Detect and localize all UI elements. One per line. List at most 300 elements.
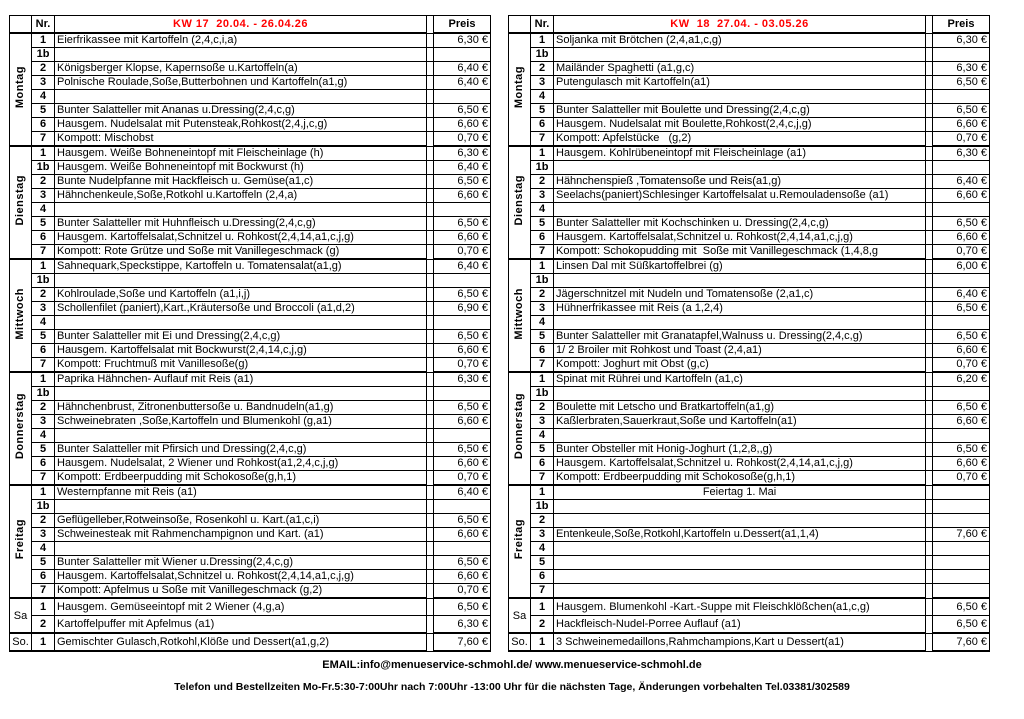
row-number: 1 bbox=[531, 146, 554, 161]
column-gap bbox=[926, 584, 933, 599]
column-gap bbox=[427, 259, 434, 274]
price-cell: 6,50 € bbox=[434, 401, 491, 415]
column-gap bbox=[926, 616, 933, 634]
column-gap bbox=[427, 203, 434, 217]
column-gap bbox=[427, 429, 434, 443]
menu-item-text: Kompott: Erdbeerpudding mit Schokosoße(g,h,1) bbox=[554, 471, 926, 486]
price-header: Preis bbox=[434, 16, 491, 34]
price-cell: 6,60 € bbox=[933, 118, 990, 132]
row-number: 4 bbox=[531, 203, 554, 217]
price-cell: 7,60 € bbox=[933, 633, 990, 651]
menu-item-text bbox=[55, 274, 427, 288]
price-cell: 6,50 € bbox=[933, 104, 990, 118]
row-number: 6 bbox=[32, 118, 55, 132]
row-number: 3 bbox=[531, 415, 554, 429]
row-number: 6 bbox=[32, 231, 55, 245]
row-number: 5 bbox=[531, 443, 554, 457]
price-cell: 0,70 € bbox=[434, 132, 491, 147]
column-gap bbox=[427, 401, 434, 415]
price-cell: 6,50 € bbox=[933, 401, 990, 415]
menu-item-text: 1/ 2 Broiler mit Rohkost und Toast (2,4,a1) bbox=[554, 344, 926, 358]
column-gap bbox=[926, 598, 933, 616]
column-gap bbox=[427, 528, 434, 542]
menu-item-text bbox=[55, 316, 427, 330]
menu-item-text: Bunter Obsteller mit Honig-Joghurt (1,2,8,,g) bbox=[554, 443, 926, 457]
price-cell: 6,90 € bbox=[434, 302, 491, 316]
day-label-text: Mittwoch bbox=[14, 287, 26, 340]
price-cell: 6,30 € bbox=[933, 33, 990, 48]
column-gap bbox=[926, 175, 933, 189]
price-cell: 6,30 € bbox=[434, 33, 491, 48]
day-label-so: So. bbox=[10, 633, 32, 651]
row-number: 1b bbox=[32, 500, 55, 514]
price-cell: 6,60 € bbox=[434, 231, 491, 245]
column-gap bbox=[926, 118, 933, 132]
menu-item-text: Hähnchenkeule,Soße,Rotkohl u.Kartoffeln (2,4,a) bbox=[55, 189, 427, 203]
row-number: 4 bbox=[531, 542, 554, 556]
price-cell: 6,60 € bbox=[434, 415, 491, 429]
price-cell: 6,40 € bbox=[434, 485, 491, 500]
column-gap bbox=[427, 633, 434, 651]
column-gap bbox=[926, 104, 933, 118]
column-gap bbox=[926, 387, 933, 401]
row-number: 7 bbox=[32, 358, 55, 373]
column-gap bbox=[427, 387, 434, 401]
row-number: 1 bbox=[32, 372, 55, 387]
column-gap bbox=[427, 217, 434, 231]
row-number: 1b bbox=[32, 161, 55, 175]
row-number: 2 bbox=[531, 514, 554, 528]
menu-item-text bbox=[554, 161, 926, 175]
row-number: 1 bbox=[32, 485, 55, 500]
column-gap bbox=[427, 288, 434, 302]
menu-item-text: Hühnerfrikassee mit Reis (a 1,2,4) bbox=[554, 302, 926, 316]
row-number: 1b bbox=[531, 48, 554, 62]
column-gap bbox=[427, 500, 434, 514]
price-cell: 0,70 € bbox=[933, 358, 990, 373]
menu-item-text: Hausgem. Weiße Bohneneintopf mit Bockwurst (h) bbox=[55, 161, 427, 175]
menu-item-text bbox=[55, 429, 427, 443]
column-gap bbox=[926, 316, 933, 330]
menu-item-text: Bunter Salatteller mit Huhnfleisch u.Dressing(2,4,c,g) bbox=[55, 217, 427, 231]
column-gap bbox=[926, 146, 933, 161]
column-gap bbox=[926, 203, 933, 217]
price-cell bbox=[933, 90, 990, 104]
day-label-montag bbox=[10, 33, 32, 146]
price-cell bbox=[933, 274, 990, 288]
day-label-montag bbox=[509, 33, 531, 146]
row-number: 6 bbox=[531, 344, 554, 358]
column-gap bbox=[926, 16, 933, 34]
menu-item-text bbox=[55, 90, 427, 104]
menu-item-text: Hähnchenspieß ,Tomatensoße und Reis(a1,g) bbox=[554, 175, 926, 189]
column-gap bbox=[427, 161, 434, 175]
menu-item-text bbox=[55, 203, 427, 217]
price-cell: 6,60 € bbox=[434, 457, 491, 471]
price-cell: 6,60 € bbox=[933, 189, 990, 203]
row-number: 3 bbox=[32, 528, 55, 542]
column-gap bbox=[926, 633, 933, 651]
menu-item-text: Hausgem. Weiße Bohneneintopf mit Fleischeinlage (h) bbox=[55, 146, 427, 161]
price-cell: 6,40 € bbox=[434, 259, 491, 274]
price-cell: 6,30 € bbox=[933, 146, 990, 161]
row-number: 4 bbox=[32, 90, 55, 104]
price-cell: 6,60 € bbox=[434, 189, 491, 203]
day-label-mittwoch bbox=[10, 259, 32, 372]
price-cell bbox=[933, 429, 990, 443]
row-number: 6 bbox=[531, 231, 554, 245]
column-gap bbox=[427, 570, 434, 584]
menu-item-text bbox=[554, 570, 926, 584]
column-gap bbox=[926, 542, 933, 556]
corner-cell bbox=[10, 16, 32, 34]
row-number: 6 bbox=[531, 570, 554, 584]
column-gap bbox=[926, 245, 933, 260]
price-cell: 0,70 € bbox=[434, 245, 491, 260]
column-gap bbox=[926, 259, 933, 274]
column-gap bbox=[926, 457, 933, 471]
row-number: 1 bbox=[32, 598, 55, 616]
price-cell: 6,50 € bbox=[933, 598, 990, 616]
row-number: 7 bbox=[531, 471, 554, 486]
price-cell bbox=[434, 90, 491, 104]
week-title: KW 18 27.04. - 03.05.26 bbox=[554, 16, 926, 34]
footer bbox=[9, 659, 1015, 693]
day-label-text: Mittwoch bbox=[513, 287, 525, 340]
price-cell bbox=[933, 570, 990, 584]
menu-item-text bbox=[55, 500, 427, 514]
price-cell bbox=[933, 316, 990, 330]
menu-item-text bbox=[554, 542, 926, 556]
menu-item-text bbox=[55, 48, 427, 62]
row-number: 1 bbox=[531, 33, 554, 48]
column-gap bbox=[926, 161, 933, 175]
menu-item-text bbox=[554, 90, 926, 104]
menu-table-kw17 bbox=[9, 15, 491, 652]
column-gap bbox=[926, 288, 933, 302]
column-gap bbox=[926, 76, 933, 90]
row-number: 2 bbox=[32, 401, 55, 415]
column-gap bbox=[926, 358, 933, 373]
menu-item-text: Seelachs(paniert)Schlesinger Kartoffelsalat u.Remouladensoße (a1) bbox=[554, 189, 926, 203]
row-number: 3 bbox=[32, 76, 55, 90]
column-gap bbox=[427, 245, 434, 260]
menu-item-text: Gemischter Gulasch,Rotkohl,Klöße und Dessert(a1,g,2) bbox=[55, 633, 427, 651]
menu-item-text: Kohlroulade,Soße und Kartoffeln (a1,i,j) bbox=[55, 288, 427, 302]
menu-item-text: Hausgem. Kartoffelsalat,Schnitzel u. Rohkost(2,4,14,a1,c,j,g) bbox=[554, 231, 926, 245]
menu-item-text bbox=[554, 316, 926, 330]
nr-header: Nr. bbox=[531, 16, 554, 34]
row-number: 7 bbox=[531, 584, 554, 599]
column-gap bbox=[926, 274, 933, 288]
row-number: 7 bbox=[32, 584, 55, 599]
menu-item-text: Schollenfilet (paniert),Kart.,Kräutersoße und Broccoli (a1,d,2) bbox=[55, 302, 427, 316]
menu-item-text: Polnische Roulade,Soße,Butterbohnen und Kartoffeln(a1,g) bbox=[55, 76, 427, 90]
row-number: 7 bbox=[531, 132, 554, 147]
price-cell: 6,50 € bbox=[434, 598, 491, 616]
row-number: 1 bbox=[32, 33, 55, 48]
day-label-donnerstag bbox=[509, 372, 531, 485]
row-number: 1b bbox=[32, 387, 55, 401]
column-gap bbox=[926, 330, 933, 344]
column-gap bbox=[926, 401, 933, 415]
column-gap bbox=[427, 542, 434, 556]
week-title: KW 17 20.04. - 26.04.26 bbox=[55, 16, 427, 34]
column-gap bbox=[427, 372, 434, 387]
menu-item-text: Geflügelleber,Rotweinsoße, Rosenkohl u. Kart.(a1,c,i) bbox=[55, 514, 427, 528]
row-number: 1 bbox=[531, 485, 554, 500]
price-cell: 0,70 € bbox=[434, 358, 491, 373]
price-cell: 6,40 € bbox=[434, 161, 491, 175]
row-number: 3 bbox=[531, 189, 554, 203]
menu-item-text: Soljanka mit Brötchen (2,4,a1,c,g) bbox=[554, 33, 926, 48]
price-cell: 6,40 € bbox=[933, 175, 990, 189]
column-gap bbox=[427, 616, 434, 634]
row-number: 4 bbox=[32, 542, 55, 556]
menu-item-text: Hausgem. Kohlrübeneintopf mit Fleischeinlage (a1) bbox=[554, 146, 926, 161]
menu-item-text bbox=[55, 387, 427, 401]
column-gap bbox=[926, 514, 933, 528]
price-cell bbox=[434, 274, 491, 288]
price-cell bbox=[933, 161, 990, 175]
menu-item-text: Bunte Nudelpfanne mit Hackfleisch u. Gemüse(a1,c) bbox=[55, 175, 427, 189]
price-cell: 6,20 € bbox=[933, 372, 990, 387]
day-label-text: Dienstag bbox=[513, 175, 525, 226]
row-number: 3 bbox=[531, 302, 554, 316]
price-cell bbox=[933, 542, 990, 556]
row-number: 2 bbox=[32, 514, 55, 528]
price-cell bbox=[933, 48, 990, 62]
row-number: 1b bbox=[32, 48, 55, 62]
menu-item-text: Westernpfanne mit Reis (a1) bbox=[55, 485, 427, 500]
row-number: 2 bbox=[531, 62, 554, 76]
menu-item-text: Hausgem. Nudelsalat, 2 Wiener und Rohkost(a1,2,4,c,j,g) bbox=[55, 457, 427, 471]
price-cell: 6,60 € bbox=[933, 457, 990, 471]
price-cell: 6,60 € bbox=[933, 415, 990, 429]
column-gap bbox=[427, 62, 434, 76]
column-gap bbox=[926, 415, 933, 429]
price-cell: 6,60 € bbox=[434, 570, 491, 584]
price-cell bbox=[434, 429, 491, 443]
price-cell: 6,50 € bbox=[434, 175, 491, 189]
price-cell: 6,00 € bbox=[933, 259, 990, 274]
day-label-dienstag bbox=[10, 146, 32, 259]
menu-item-text: Bunter Salatteller mit Pfirsich und Dressing(2,4,c,g) bbox=[55, 443, 427, 457]
menu-item-text: Eierfrikassee mit Kartoffeln (2,4,c,i,a) bbox=[55, 33, 427, 48]
menu-tables bbox=[9, 15, 1015, 652]
column-gap bbox=[926, 90, 933, 104]
column-gap bbox=[427, 231, 434, 245]
price-cell bbox=[933, 387, 990, 401]
row-number: 5 bbox=[32, 330, 55, 344]
row-number: 1b bbox=[531, 274, 554, 288]
price-cell: 6,50 € bbox=[933, 217, 990, 231]
menu-item-text bbox=[554, 514, 926, 528]
row-number: 3 bbox=[32, 189, 55, 203]
price-cell: 6,50 € bbox=[933, 616, 990, 634]
row-number: 2 bbox=[531, 401, 554, 415]
day-label-dienstag bbox=[509, 146, 531, 259]
day-label-text: Freitag bbox=[513, 519, 525, 560]
row-number: 6 bbox=[531, 457, 554, 471]
menu-item-text: Putengulasch mit Kartoffeln(a1) bbox=[554, 76, 926, 90]
column-gap bbox=[926, 132, 933, 147]
menu-item-text: Hausgem. Kartoffelsalat mit Bockwurst(2,4,14,c,j,g) bbox=[55, 344, 427, 358]
column-gap bbox=[926, 33, 933, 48]
row-number: 5 bbox=[531, 330, 554, 344]
menu-item-text: Königsberger Klopse, Kapernsoße u.Kartoffeln(a) bbox=[55, 62, 427, 76]
footer-email: EMAIL:info@menueservice-schmohl.de/ www.menueservice-schmohl.de bbox=[322, 659, 702, 671]
column-gap bbox=[427, 16, 434, 34]
column-gap bbox=[427, 443, 434, 457]
day-label-sa: Sa bbox=[10, 598, 32, 633]
price-cell: 7,60 € bbox=[434, 633, 491, 651]
row-number: 6 bbox=[32, 457, 55, 471]
menu-item-text: Hausgem. Kartoffelsalat,Schnitzel u. Rohkost(2,4,14,a1,c,j,g) bbox=[55, 231, 427, 245]
price-cell: 0,70 € bbox=[933, 471, 990, 486]
row-number: 7 bbox=[32, 132, 55, 147]
day-label-text: Dienstag bbox=[14, 175, 26, 226]
price-cell bbox=[434, 500, 491, 514]
price-header: Preis bbox=[933, 16, 990, 34]
column-gap bbox=[427, 118, 434, 132]
price-cell bbox=[434, 542, 491, 556]
column-gap bbox=[427, 485, 434, 500]
menu-item-text: Sahnequark,Speckstippe, Kartoffeln u. Tomatensalat(a1,g) bbox=[55, 259, 427, 274]
day-label-text: Freitag bbox=[14, 519, 26, 560]
row-number: 3 bbox=[32, 302, 55, 316]
row-number: 5 bbox=[32, 104, 55, 118]
price-cell: 6,50 € bbox=[434, 288, 491, 302]
column-gap bbox=[926, 62, 933, 76]
row-number: 4 bbox=[531, 316, 554, 330]
row-number: 4 bbox=[32, 429, 55, 443]
price-cell: 6,50 € bbox=[434, 514, 491, 528]
menu-item-text: Kompott: Erdbeerpudding mit Schokosoße(g,h,1) bbox=[55, 471, 427, 486]
menu-item-text: Bunter Salatteller mit Ananas u.Dressing(2,4,c,g) bbox=[55, 104, 427, 118]
row-number: 7 bbox=[32, 471, 55, 486]
price-cell: 6,50 € bbox=[434, 330, 491, 344]
column-gap bbox=[926, 302, 933, 316]
price-cell bbox=[933, 203, 990, 217]
price-cell: 6,50 € bbox=[933, 330, 990, 344]
column-gap bbox=[427, 344, 434, 358]
row-number: 1 bbox=[32, 633, 55, 651]
price-cell: 7,60 € bbox=[933, 528, 990, 542]
menu-item-text bbox=[554, 48, 926, 62]
row-number: 4 bbox=[531, 429, 554, 443]
footer-phone: Telefon und Bestellzeiten Mo-Fr.5:30-7:00Uhr nach 7:00Uhr -13:00 Uhr für die nächsten Tage, Änderungen vorbehalten Tel.03381/302589 bbox=[174, 681, 850, 693]
row-number: 5 bbox=[32, 556, 55, 570]
row-number: 4 bbox=[32, 203, 55, 217]
column-gap bbox=[427, 514, 434, 528]
menu-item-text bbox=[554, 429, 926, 443]
menu-item-text: Kompott: Schokopudding mit Soße mit Vanillegeschmack (1,4,8,g bbox=[554, 245, 926, 260]
row-number: 1b bbox=[531, 387, 554, 401]
row-number: 7 bbox=[531, 245, 554, 260]
price-cell bbox=[434, 316, 491, 330]
price-cell: 6,60 € bbox=[434, 118, 491, 132]
menu-item-text: Bunter Salatteller mit Kochschinken u. Dressing(2,4,c,g) bbox=[554, 217, 926, 231]
menu-item-text: Mailänder Spaghetti (a1,g,c) bbox=[554, 62, 926, 76]
row-number: 5 bbox=[32, 443, 55, 457]
column-gap bbox=[427, 556, 434, 570]
menu-table-kw18 bbox=[508, 15, 990, 652]
row-number: 3 bbox=[531, 76, 554, 90]
menu-item-text: Hausgem. Gemüseeintopf mit 2 Wiener (4,g,a) bbox=[55, 598, 427, 616]
price-cell bbox=[933, 500, 990, 514]
column-gap bbox=[427, 90, 434, 104]
row-number: 1 bbox=[531, 598, 554, 616]
column-gap bbox=[926, 429, 933, 443]
column-gap bbox=[926, 528, 933, 542]
day-label-freitag bbox=[509, 485, 531, 598]
menu-item-text: Kaßlerbraten,Sauerkraut,Soße und Kartoffeln(a1) bbox=[554, 415, 926, 429]
price-cell: 6,50 € bbox=[434, 104, 491, 118]
price-cell bbox=[434, 387, 491, 401]
day-label-freitag bbox=[10, 485, 32, 598]
menu-item-text: Linsen Dal mit Süßkartoffelbrei (g) bbox=[554, 259, 926, 274]
row-number: 1b bbox=[531, 161, 554, 175]
menu-item-text: Hackfleisch-Nudel-Porree Auflauf (a1) bbox=[554, 616, 926, 634]
column-gap bbox=[427, 33, 434, 48]
column-gap bbox=[427, 189, 434, 203]
column-gap bbox=[427, 415, 434, 429]
day-label-text: Montag bbox=[513, 66, 525, 109]
menu-item-text: Kompott: Joghurt mit Obst (g,c) bbox=[554, 358, 926, 373]
price-cell: 6,50 € bbox=[933, 302, 990, 316]
price-cell: 6,30 € bbox=[933, 62, 990, 76]
row-number: 7 bbox=[531, 358, 554, 373]
day-label-mittwoch bbox=[509, 259, 531, 372]
price-cell: 6,60 € bbox=[434, 528, 491, 542]
column-gap bbox=[427, 316, 434, 330]
price-cell: 0,70 € bbox=[434, 471, 491, 486]
price-cell: 6,50 € bbox=[434, 556, 491, 570]
price-cell bbox=[933, 485, 990, 500]
menu-item-text: Hausgem. Nudelsalat mit Boulette,Rohkost(2,4,c,j,g) bbox=[554, 118, 926, 132]
menu-item-text: Kompott: Apfelstücke (g,2) bbox=[554, 132, 926, 147]
column-gap bbox=[427, 302, 434, 316]
price-cell: 6,50 € bbox=[434, 217, 491, 231]
price-cell bbox=[933, 584, 990, 599]
menu-item-text bbox=[554, 387, 926, 401]
price-cell: 0,70 € bbox=[933, 132, 990, 147]
column-gap bbox=[926, 189, 933, 203]
row-number: 2 bbox=[32, 62, 55, 76]
menu-item-text: Kompott: Apfelmus u Soße mit Vanillegeschmack (g,2) bbox=[55, 584, 427, 599]
row-number: 1 bbox=[531, 259, 554, 274]
day-label-text: Donnerstag bbox=[513, 393, 525, 460]
row-number: 3 bbox=[531, 528, 554, 542]
day-label-text: Montag bbox=[14, 66, 26, 109]
column-gap bbox=[926, 48, 933, 62]
column-gap bbox=[427, 146, 434, 161]
row-number: 7 bbox=[32, 245, 55, 260]
row-number: 2 bbox=[32, 175, 55, 189]
column-gap bbox=[926, 231, 933, 245]
menu-item-text: Jägerschnitzel mit Nudeln und Tomatensoße (2,a1,c) bbox=[554, 288, 926, 302]
menu-item-text: Hausgem. Kartoffelsalat,Schnitzel u. Rohkost(2,4,14,a1,c,j,g) bbox=[55, 570, 427, 584]
price-cell: 6,40 € bbox=[933, 288, 990, 302]
menu-item-text: Feiertag 1. Mai bbox=[554, 485, 926, 500]
menu-item-text: Spinat mit Rührei und Kartoffeln (a1,c) bbox=[554, 372, 926, 387]
column-gap bbox=[427, 274, 434, 288]
row-number: 6 bbox=[32, 344, 55, 358]
column-gap bbox=[926, 570, 933, 584]
price-cell: 6,30 € bbox=[434, 616, 491, 634]
price-cell: 0,70 € bbox=[434, 584, 491, 599]
